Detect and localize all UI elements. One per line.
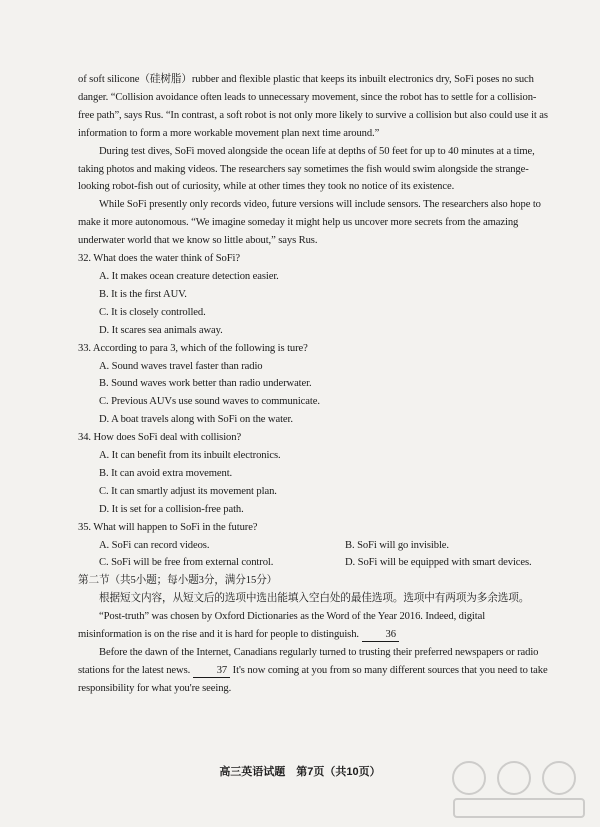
option-a: A. Sound waves travel faster than radio	[99, 360, 263, 372]
passage-paragraph-1: of soft silicone（硅树脂）rubber and flexible plastic that keeps its inbuilt electronics dry, SoFi poses no such danger. “Collision avoidance often leads to unnecessary movement, since the robot has to settle for a collision-free path”, says Rus. “In contrast, a soft robot is not only more likely to survive a collision but also could use it as information to form a more workable movement plan next time around.”	[78, 74, 548, 139]
passage-paragraph-2: During test dives, SoFi moved alongside the ocean life at depths of 50 feet for up to 40 minutes at a time, taking photos and making videos. The researchers say sometimes the fish would swim alongside the strange-looking robot-fish out of curiosity, while at other times they took no notice of its existence.	[78, 145, 535, 193]
question-stem: 33. According to para 3, which of the following is ture?	[78, 342, 308, 354]
question-stem: 34. How does SoFi deal with collision?	[78, 432, 242, 444]
option-d: D. It scares sea animals away.	[99, 324, 223, 336]
cloze-text: Before the dawn of the Internet, Canadians regularly turned to trusting their preferred newspapers or radio stations for the latest news.	[78, 647, 539, 676]
option-b: B. It can avoid extra movement.	[99, 467, 233, 479]
passage-paragraph-3: While SoFi presently only records video, future versions will include sensors. The researchers also hope to make it more autonomous. “We imagine someday it might help us uncover more secrets from the amazing underwater world that we know so little about,” says Rus.	[78, 199, 541, 247]
page-footer: 高三英语试题 第7页（共10页）	[219, 766, 381, 778]
option-b: B. Sound waves work better than radio underwater.	[99, 378, 312, 390]
option-c: C. SoFi will be free from external control.	[99, 557, 274, 569]
option-b: B. It is the first AUV.	[99, 288, 187, 300]
cloze-text: “Post-truth” was chosen by Oxford Dictionaries as the Word of the Year 2016. Indeed, digital misinformation is on the rise and it is hard for people to distinguish.	[78, 611, 486, 641]
option-d: D. SoFi will be equipped with smart devices.	[345, 557, 532, 569]
question-32	[78, 250, 548, 340]
question-stem: 35. What will happen to SoFi in the future?	[78, 521, 258, 533]
question-33	[78, 340, 548, 430]
option-a: A. SoFi can record videos.	[99, 539, 210, 551]
option-c: C. It can smartly adjust its movement plan.	[99, 485, 277, 497]
section-heading: 第二节（共5小题；每小题3分，满分15分）	[78, 575, 278, 587]
option-b: B. SoFi will go invisible.	[345, 539, 449, 551]
question-34	[78, 429, 548, 519]
cloze-paragraph-1	[78, 608, 548, 644]
option-c: C. Previous AUVs use sound waves to communicate.	[99, 396, 320, 408]
exam-page	[78, 71, 548, 698]
blank-37: 37	[193, 665, 230, 678]
question-stem: 32. What does the water think of SoFi?	[78, 253, 240, 265]
option-row	[78, 554, 548, 572]
option-a: A. It makes ocean creature detection easier.	[99, 270, 279, 282]
question-35	[78, 519, 548, 573]
option-a: A. It can benefit from its inbuilt electronics.	[99, 450, 281, 462]
option-c: C. It is closely controlled.	[99, 306, 206, 318]
blank-36: 36	[362, 629, 399, 642]
section-instruction: 根据短文内容，从短文后的选项中选出能填入空白处的最佳选项。选项中有两项为多余选项。	[99, 593, 530, 605]
cloze-text: It's now coming at you from so many different sources that you need to take responsibility for what you're seeing.	[78, 664, 548, 694]
option-d: D. A boat travels along with SoFi on the water.	[99, 414, 293, 426]
watermark-logo	[444, 753, 594, 823]
cloze-paragraph-2	[78, 644, 548, 698]
option-d: D. It is set for a collision-free path.	[99, 503, 244, 515]
option-row	[78, 537, 548, 555]
